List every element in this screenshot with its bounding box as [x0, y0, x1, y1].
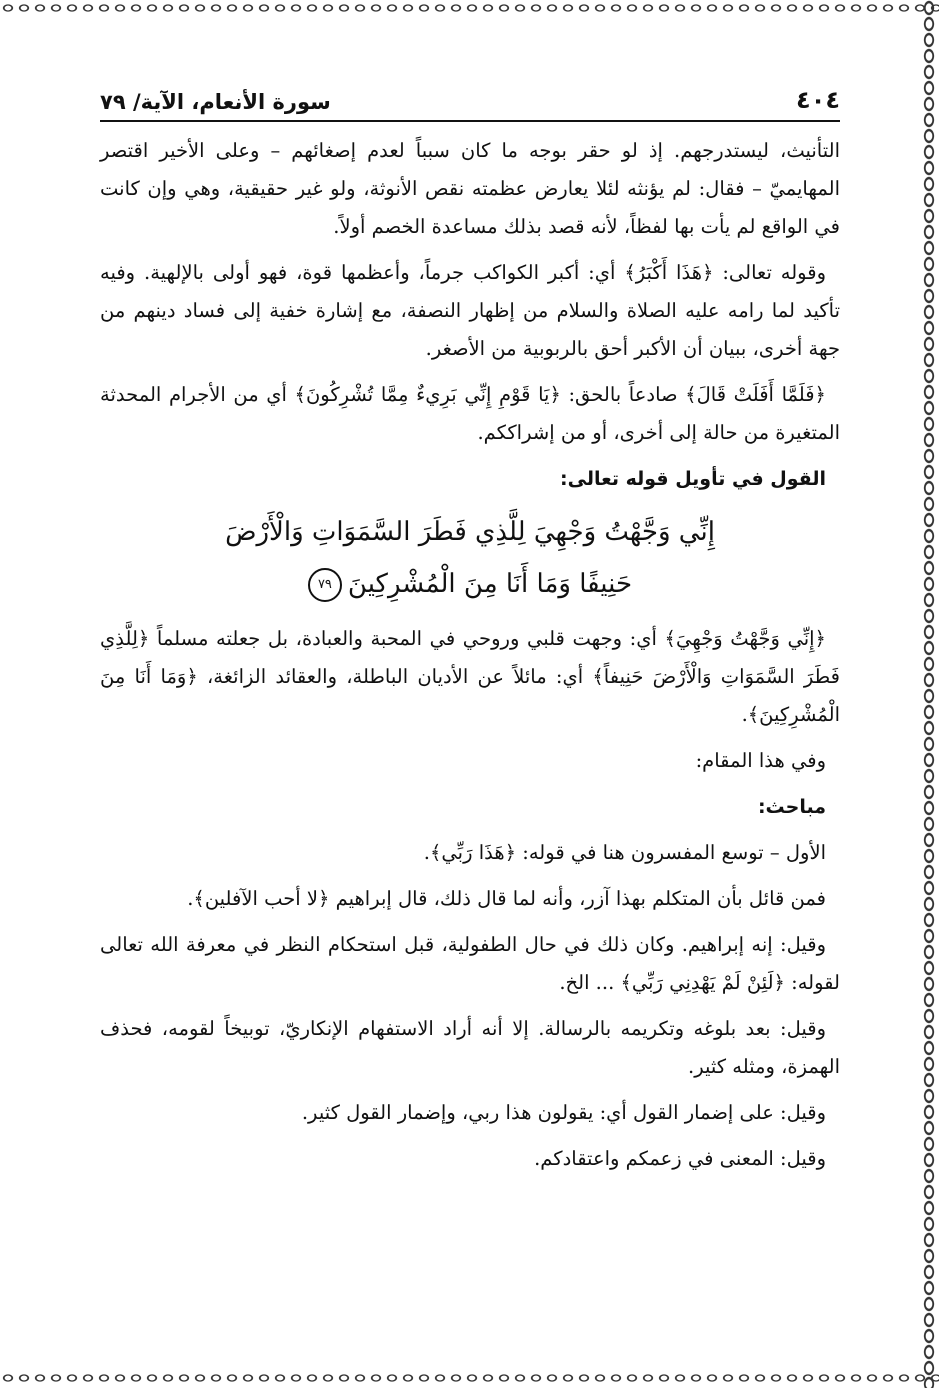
- decorative-border-top: [0, 0, 939, 16]
- decorative-border-right: [921, 0, 937, 1388]
- page-number: ٤٠٤: [796, 86, 840, 114]
- ayah-number-marker: ٧٩: [308, 568, 342, 602]
- header-rule: [100, 120, 840, 122]
- verse-line-2-text: حَنِيفًا وَمَا أَنَا مِنَ الْمُشْرِكِينَ: [347, 569, 633, 599]
- paragraph-12: وقيل: المعنى في زعمكم واعتقادكم.: [534, 1147, 826, 1170]
- paragraph-9: وقيل: إنه إبراهيم. وكان ذلك في حال الطفولية، قبل استحكام النظر في معرفة الله تعالى لقوله: ﴿لَئِنْ لَمْ يَهْدِنِي رَبِّي﴾ ... الخ.: [100, 933, 840, 994]
- page-body: [100, 132, 840, 1186]
- paragraph-10: وقيل: بعد بلوغه وتكريمه بالرسالة. إلا أنه أراد الاستفهام الإنكاريّ، توبيخاً لقومه، فحذف الهمزة، ومثله كثير.: [100, 1017, 840, 1078]
- verse-line-2: [100, 558, 840, 610]
- paragraph-11: وقيل: على إضمار القول أي: يقولون هذا ربي، وإضمار القول كثير.: [301, 1101, 826, 1124]
- paragraph-6: مباحث:: [757, 796, 826, 818]
- paragraph-8: فمن قائل بأن المتكلم بهذا آزر، وأنه لما قال ذلك، قال إبراهيم ﴿لا أحب الآفلين﴾.: [187, 887, 826, 910]
- running-header: [100, 74, 840, 114]
- sura-title: سورة الأنعام، الآية/ ٧٩: [100, 90, 331, 114]
- paragraph-7: الأول – توسع المفسرون هنا في قوله: ﴿هَذَا رَبِّي﴾.: [423, 841, 826, 864]
- verse-line-1: إِنِّي وَجَّهْتُ وَجْهِيَ لِلَّذِي فَطَرَ السَّمَوَاتِ وَالْأَرْضَ: [225, 517, 715, 547]
- section-heading: القول في تأويل قوله تعالى:: [560, 468, 826, 490]
- paragraph-3: ﴿فَلَمَّا أَفَلَتْ قَالَ﴾ صادعاً بالحق: ﴿يَا قَوْمِ إِنِّي بَرِيءٌ مِمَّا تُشْرِكُونَ﴾ أي من الأجرام المحدثة المتغيرة من حالة إلى أخرى، أو من إشراككم.: [100, 383, 840, 444]
- book-page: [60, 40, 840, 1360]
- paragraph-2: وقوله تعالى: ﴿هَذَا أَكْبَرُ﴾ أي: أكبر الكواكب جرماً، وأعظمها قوة، فهو أولى بالإلهية. وفيه تأكيد لما رامه عليه الصلاة والسلام من إظهار النصفة، مع إشارة خفية إلى فساد دينهم من جهة أخرى، ببيان أن الأكبر أحق بالربوبية من الأصغر.: [100, 261, 840, 360]
- paragraph-4: ﴿إِنِّي وَجَّهْتُ وَجْهِيَ﴾ أي: وجهت قلبي وروحي في المحبة والعبادة، بل جعلته مسلماً ﴿لِلَّذِي فَطَرَ السَّمَوَاتِ وَالْأَرْضَ حَنِيفاً﴾ أي: مائلاً عن الأديان الباطلة، والعقائد الزائغة، ﴿وَمَا أَنَا مِنَ الْمُشْرِكِينَ﴾.: [100, 627, 840, 726]
- decorative-border-bottom: [0, 1370, 939, 1386]
- quran-verse: [100, 506, 840, 610]
- paragraph-1: التأنيث، ليستدرجهم. إذ لو حقر بوجه ما كان سبباً لعدم إصغائهم – وعلى الأخير اقتصر المهايميّ – فقال: لم يؤنثه لئلا يعارض عظمته نقص الأنوثة، ولو غير حقيقية، وهي وإن كانت في الواقع لم يأت بها لفظاً، لأنه قصد بذلك مساعدة الخصم أولاً.: [100, 139, 840, 238]
- paragraph-5: وفي هذا المقام:: [695, 749, 826, 772]
